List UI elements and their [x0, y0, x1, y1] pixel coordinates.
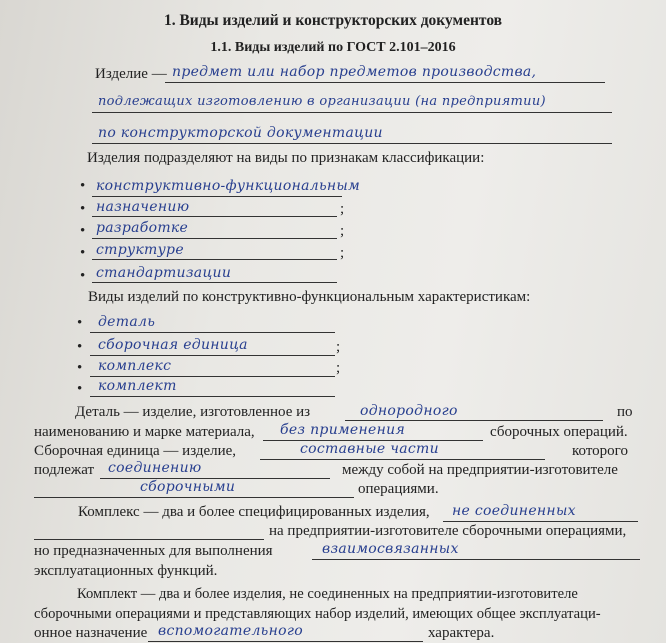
- assembly-text: между собой на предприятии-изготовителе: [342, 462, 618, 478]
- answer-line: [92, 216, 337, 217]
- classification-item: конструктивно-функциональным: [96, 178, 361, 194]
- handwritten-answer: без применения: [280, 422, 406, 438]
- assembly-text: операциями.: [358, 481, 439, 497]
- type-item: сборочная единица: [98, 337, 248, 353]
- answer-line: [312, 559, 640, 560]
- kit-text: сборочными операциями и представляющих набор изделий, имеющих общее эксплуатаци-: [34, 606, 601, 622]
- classification-item: стандартизации: [96, 265, 232, 281]
- complex-text: но предназначенных для выполнения: [34, 543, 273, 559]
- assembly-text: которого: [572, 443, 628, 459]
- handwritten-answer: предмет или набор предметов производства,: [172, 64, 537, 80]
- classification-item: структуре: [96, 242, 184, 258]
- answer-line: [92, 238, 337, 239]
- answer-line: [443, 521, 638, 522]
- bullet: •: [77, 339, 83, 355]
- handwritten-answer: по конструкторской документации: [98, 125, 383, 141]
- answer-line: [34, 539, 264, 540]
- kit-text: характера.: [428, 625, 495, 641]
- assembly-text: Сборочная единица — изделие,: [34, 443, 237, 459]
- answer-line: [148, 641, 423, 642]
- handwritten-answer: вспомогательного: [158, 623, 303, 639]
- detail-text: наименованию и марке материала,: [34, 424, 255, 440]
- separator: ;: [336, 339, 341, 355]
- bullet: •: [77, 360, 83, 376]
- handwritten-answer: однородного: [360, 403, 458, 419]
- answer-line: [92, 143, 612, 144]
- answer-line: [90, 332, 335, 333]
- answer-line: [345, 420, 603, 421]
- handwritten-answer: сборочными: [140, 479, 236, 495]
- subsection-title: 1.1. Виды изделий по ГОСТ 2.101–2016: [210, 40, 456, 55]
- bullet: •: [80, 201, 86, 217]
- kit-text: онное назначение: [34, 625, 148, 641]
- kit-text: Комплект — два и более изделия, не соединенных на предприятии-изготовителе: [77, 586, 578, 602]
- product-label: Изделие —: [95, 66, 167, 82]
- answer-line: [90, 376, 335, 377]
- bullet: •: [77, 381, 83, 397]
- answer-line: [92, 259, 337, 260]
- classification-intro: Изделия подразделяют на виды по признакам классификации:: [87, 150, 485, 166]
- separator: ;: [340, 245, 345, 261]
- handwritten-answer: составные части: [300, 441, 439, 457]
- detail-text: по: [617, 404, 633, 420]
- answer-line: [90, 396, 335, 397]
- bullet: •: [80, 245, 86, 261]
- handwritten-answer: соединению: [108, 460, 202, 476]
- answer-line: [92, 112, 612, 113]
- handwritten-answer: не соединенных: [452, 503, 576, 519]
- classification-item: разработке: [96, 220, 189, 236]
- separator: ;: [340, 201, 345, 217]
- answer-line: [165, 82, 605, 83]
- separator: ;: [340, 223, 345, 239]
- type-item: комплект: [98, 378, 177, 394]
- bullet: •: [80, 268, 86, 284]
- classification-item: назначению: [96, 199, 190, 215]
- answer-line: [260, 459, 545, 460]
- complex-text: Комплекс — два и более специфицированных изделия,: [78, 504, 430, 520]
- assembly-text: подлежат: [34, 462, 95, 478]
- answer-line: [90, 355, 335, 356]
- types-intro: Виды изделий по конструктивно-функциональным характеристикам:: [88, 289, 531, 305]
- separator: ;: [336, 360, 341, 376]
- complex-text: эксплуатационных функций.: [34, 563, 218, 579]
- answer-line: [92, 282, 337, 283]
- answer-line: [34, 497, 354, 498]
- type-item: комплекс: [98, 358, 172, 374]
- answer-line: [92, 196, 342, 197]
- type-item: деталь: [98, 314, 156, 330]
- detail-text: Деталь — изделие, изготовленное из: [75, 404, 311, 420]
- detail-text: сборочных операций.: [490, 424, 628, 440]
- complex-text: на предприятии-изготовителе сборочными операциями,: [269, 523, 627, 539]
- bullet: •: [80, 223, 86, 239]
- handwritten-answer: взаимосвязанных: [322, 541, 459, 557]
- bullet: •: [80, 178, 86, 194]
- bullet: •: [77, 315, 83, 331]
- section-title: 1. Виды изделий и конструкторских документов: [163, 12, 503, 29]
- handwritten-answer: подлежащих изготовлению в организации (на предприятии): [98, 94, 546, 109]
